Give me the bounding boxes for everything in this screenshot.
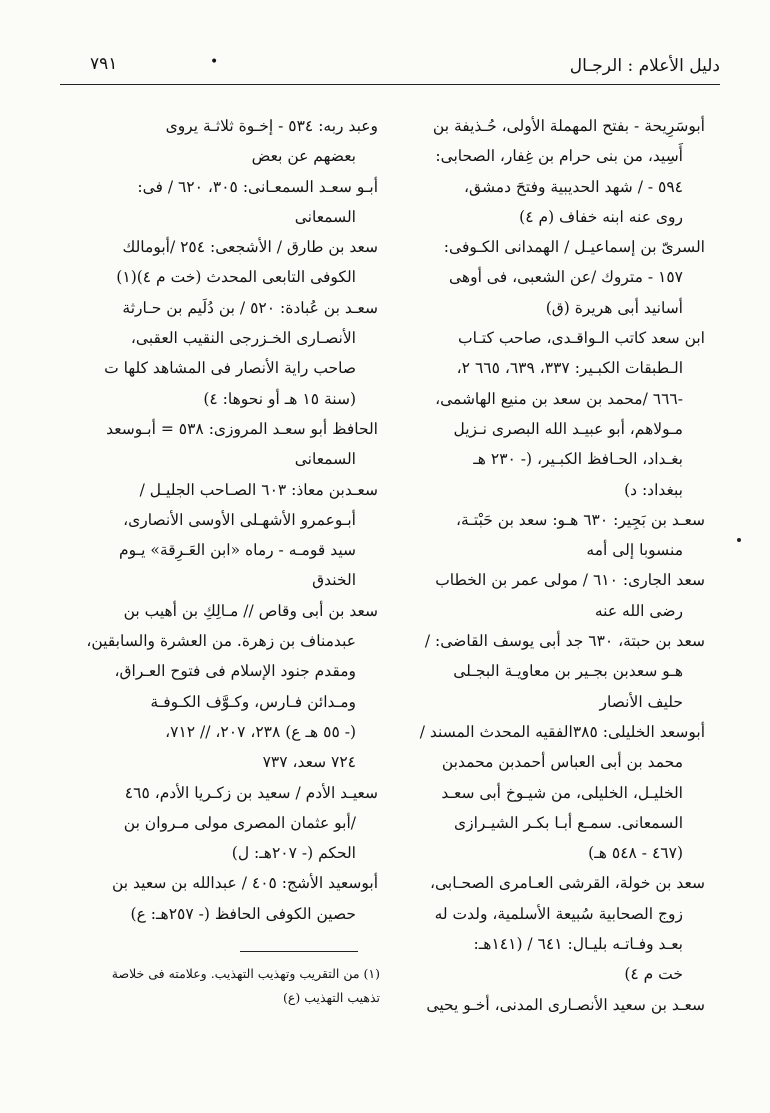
entry-line: حصين الكوفى الحافظ (- ٢٥٧هـ: ع) (130, 904, 356, 923)
entry-line: ٥٩٤ - / شهد الحديبية وفتحَ دمشق، (464, 177, 683, 196)
right-column (410, 111, 705, 1020)
index-entry (80, 172, 378, 233)
footnote (80, 962, 380, 1010)
entry-line: ومـدائن فـارس، وكـوَّف الكـوفـة (150, 692, 356, 711)
entry-headword-line: أبوسعيد الأشج: ٤٠٥ / عبدالله بن سعيد بن (111, 874, 378, 893)
entry-line: خت م ٤) (624, 965, 683, 984)
page-number: ٧٩١ (90, 54, 118, 74)
entry-headword-line: أبوسَرِيحة - بفتح المهملة الأولى، حُـذيفة بن (432, 117, 705, 135)
entry-headword-line: ابن سعد كاتب الـواقـدى، صاحب كتـاب (458, 329, 705, 348)
index-entry (80, 232, 378, 293)
footnote-rule (240, 951, 358, 952)
entry-line: السمعانى. سمـع أبـا بكـر الشيـرازى (453, 813, 683, 832)
entry-headword-line: الحافظ أبو سعـد المروزى: ٥٣٨ = أبـوسعد (106, 419, 378, 438)
entry-line: بعـد وفـاتـه بليـال: ٦٤١ / (١٤١هـ: (473, 935, 683, 954)
entry-line: الحكم (- ٢٠٧هـ: ل) (231, 844, 356, 863)
entry-line: رضى الله عنه (594, 601, 683, 620)
entry-line: زوج الصحابية سُبيعة الأسلمية، ولدت له (434, 904, 683, 923)
entry-line: الأنصـارى الخـزرجى النقيب العقبى، (130, 329, 356, 348)
index-entry (80, 596, 378, 778)
entry-line: منسوبا إلى أمه (586, 541, 683, 560)
index-entry (410, 717, 705, 868)
entry-line: الخليـل، الخليلى، من شيـوخ أبى سعـد (441, 783, 683, 802)
footnote-line: تذهيب التهذيب (ع) (283, 990, 380, 1005)
entry-line: -٦٦٦ /محمد بن سعد بن منيع الهاشمى، (435, 389, 683, 408)
index-entry (410, 868, 705, 989)
index-entry (410, 990, 705, 1020)
left-column (80, 111, 378, 929)
entry-line: ١٥٧ - متروك /عن الشعبى، فى أوهى (449, 268, 683, 287)
entry-headword-line: سعد بن حبتة، ٦٣٠ جد أبى يوسف القاضى: / (424, 632, 705, 651)
entry-headword-line: سعد بن خولة، القرشى العـامرى الصحـابى، (429, 874, 705, 893)
index-entry (80, 414, 378, 475)
index-entry (80, 778, 378, 869)
entry-line: (٤٦٧ - ٥٤٨ هـ) (588, 844, 683, 863)
index-entry (410, 565, 705, 626)
entry-line: أبـوعمرو الأشهـلى الأوسى الأنصارى، (123, 510, 356, 529)
entry-line: محمد بن أبى العباس أحمدبن محمدبن (441, 753, 683, 772)
page-header (60, 50, 720, 85)
entry-headword-line: سعد بن أبى وقاص // مـالِكِ بن أهيب بن (123, 601, 378, 620)
index-entry (410, 111, 705, 232)
entry-line: ببغداد: د) (624, 480, 683, 499)
entry-headword-line: أبـو سعـد السمعـانى: ٣٠٥، ٦٢٠ / فى: (137, 177, 378, 196)
entry-headword-line: سعـد بن بَجِير: ٦٣٠ هـو: سعد بن حَبْتـة، (456, 510, 705, 529)
index-entry (80, 293, 378, 414)
entry-line: بغـداد، الحـافظ الكبـير، (- ٢٣٠ هـ (473, 450, 683, 469)
entry-line: /أبو عثمان المصرى مولى مـروان بن (123, 813, 356, 832)
entry-headword-line: سعيـد الأدم / سعيد بن زكـريا الأدم، ٤٦٥ (124, 783, 378, 802)
entry-line: هـو سعدبن بجـير بن معاويـة البجـلى (453, 662, 683, 681)
running-title: دليل الأعلام : الرجـال (569, 56, 720, 76)
entry-headword-line: سعـدبن معاذ: ٦٠٣ الصـاحب الجليـل / (139, 480, 378, 499)
entry-line: السمعانى (294, 207, 356, 226)
entry-line: سيد قومـه - رماه «ابن العَـرِقة» يـوم (119, 541, 356, 560)
index-entry (410, 232, 705, 323)
entry-line: حليف الأنصار (599, 692, 683, 711)
entry-line: صاحب راية الأنصار فى المشاهد كلها ت (104, 359, 356, 378)
index-entry (80, 868, 378, 929)
index-entry (410, 323, 705, 505)
header-dot: • (210, 54, 219, 70)
entry-headword-line: سعـد بن سعيد الأنصـارى المدنى، أخـو يحيى (426, 995, 705, 1014)
entry-line: الكوفى التابعى المحدث (خت م ٤)(١) (116, 268, 356, 287)
entry-headword-line: أبوسعد الخليلى: ٣٨٥الفقيه المحدث المسند / (419, 722, 705, 741)
entry-line: مـولاهم، أبو عبيـد الله البصرى نـزيل (453, 419, 683, 438)
entry-headword-line: وعبد ربه: ٥٣٤ - إخـوة ثلاثـة يروى (165, 117, 378, 135)
margin-dot (737, 538, 741, 542)
entry-headword-line: سعـد بن عُبادة: ٥٢٠ / بن دُلَيم بن حـارثة (122, 298, 378, 317)
footnote-line: (١) من التقريب وتهذيب التهذيب. وعلامته فى خلاصة (111, 966, 380, 981)
entry-headword-line: السرىّ بن إسماعيـل / الهمدانى الكـوفى: (443, 238, 705, 257)
entry-line: أسانيد أبى هريرة (ق) (545, 298, 683, 317)
index-entry (410, 505, 705, 566)
index-entry (80, 475, 378, 596)
entry-headword-line: سعد الجارى: ٦١٠ / مولى عمر بن الخطاب (435, 571, 705, 590)
entry-line: أَسِيد، من بنى حرام بن غِفار، الصحابى: (435, 147, 683, 166)
entry-headword-line: سعد بن طارق / الأشجعى: ٢٥٤ /أبومالك (122, 238, 378, 257)
entry-line: روى عنه ابنه خفاف (م ٤) (519, 207, 683, 226)
entry-line: (- ٥٥ هـ ع) ٢٣٨، ٢٠٧، // ٧١٢، (165, 722, 356, 741)
entry-line: ٧٢٤ سعد، ٧٣٧ (262, 753, 356, 772)
entry-line: ومقدم جنود الإسلام فى فتوح العـراق، (114, 662, 356, 681)
index-entry (80, 111, 378, 172)
entry-line: الـطبقات الكبـير: ٣٣٧، ٦٣٩، ٦٦٥ ٢، (456, 359, 683, 378)
index-entry (410, 626, 705, 717)
entry-line: الخندق (312, 571, 356, 590)
entry-line: السمعانى (294, 450, 356, 469)
entry-line: عبدمناف بن زهرة. من العشرة والسابقين، (86, 632, 356, 651)
entry-line: بعضهم عن بعض (251, 147, 356, 166)
entry-line: (سنة ١٥ هـ أو نحوها: ٤) (203, 389, 356, 408)
